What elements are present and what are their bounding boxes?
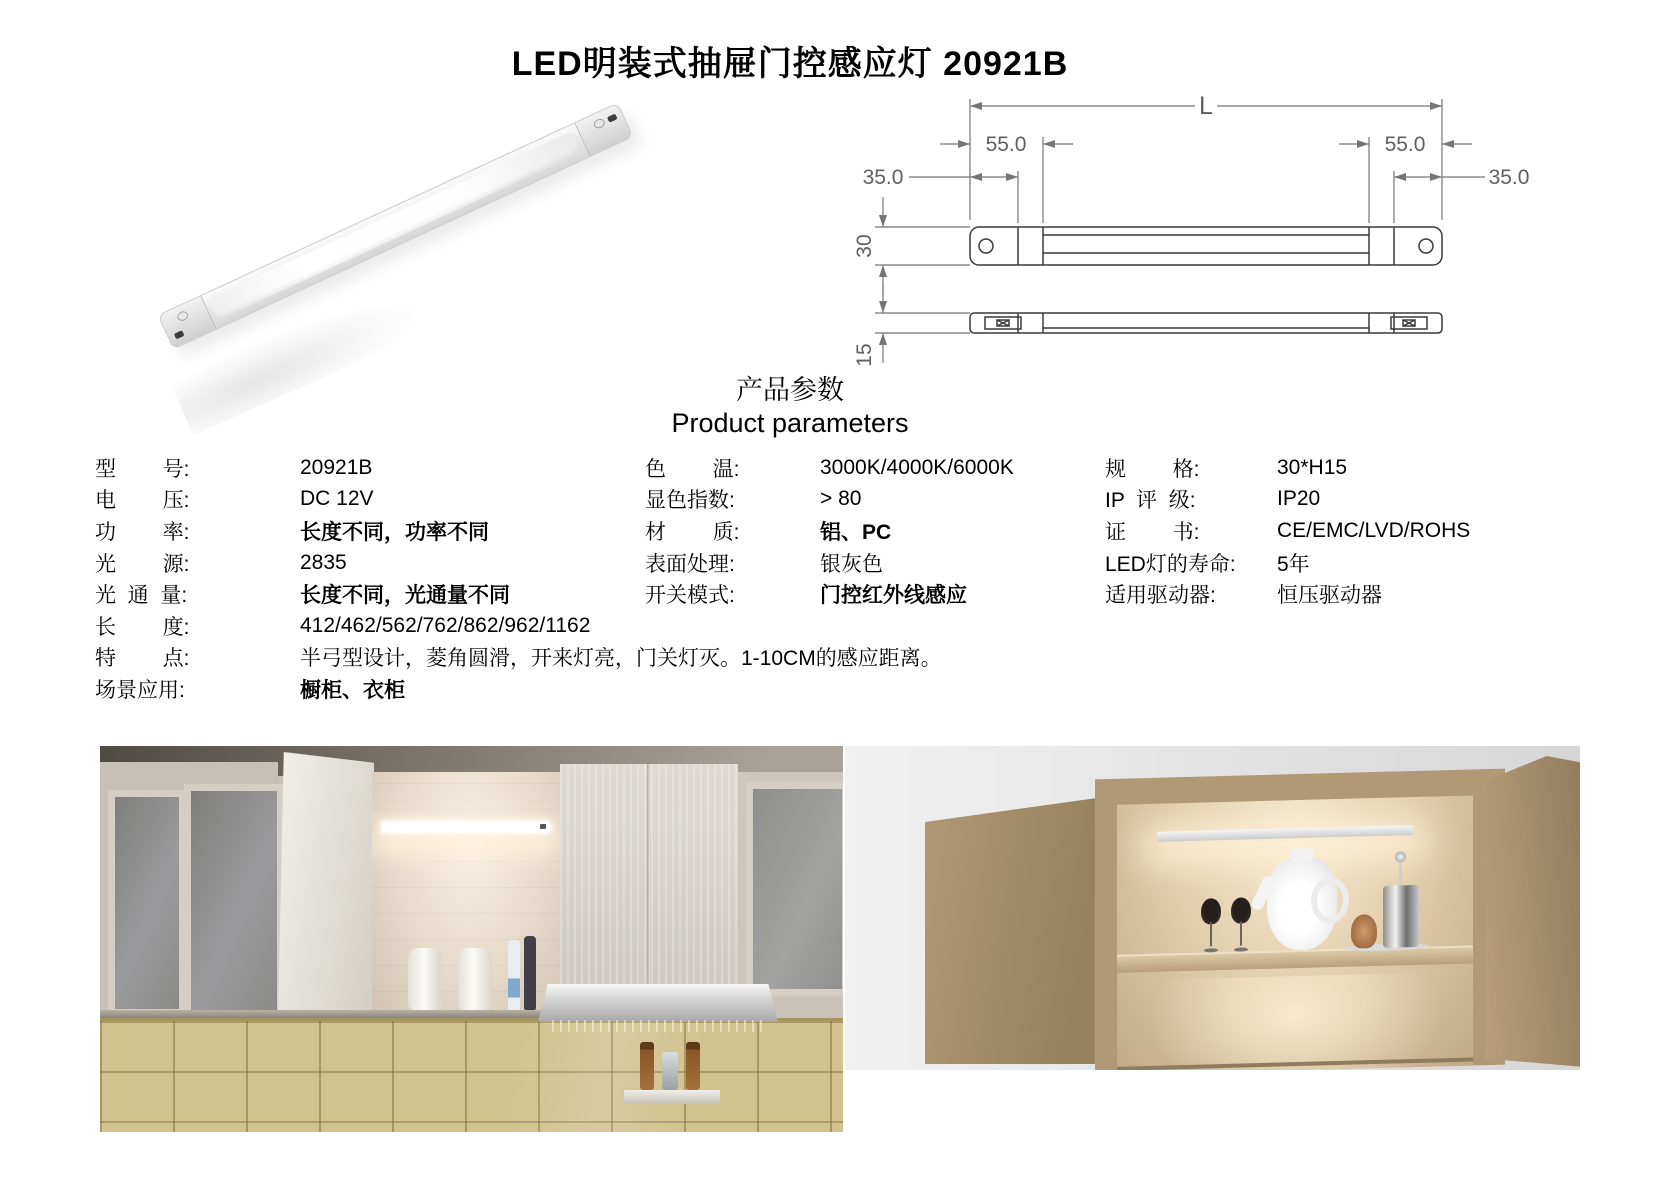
wardrobe-cabinet-box [1095, 769, 1505, 1070]
side-view-outline [970, 313, 1442, 333]
glass-bowl [1231, 897, 1251, 924]
spec-value: 2835 [300, 550, 347, 574]
sensor-window-icon [607, 114, 618, 123]
spec-label: 长 度: [95, 615, 190, 639]
glass-stem [1210, 922, 1212, 946]
spec-label: 特 点: [95, 647, 190, 671]
spec-value: 3000K/4000K/6000K [820, 455, 1014, 479]
light-pool [1147, 972, 1443, 1070]
spec-label: 色 温: [645, 457, 740, 481]
spec-value: 恒压驱动器 [1277, 584, 1382, 608]
spec-row-driver [1105, 578, 1470, 610]
spice-jar [640, 1042, 654, 1090]
spec-row-switch-mode [645, 578, 1014, 610]
spec-label: 电 压: [95, 489, 190, 513]
range-hood-grille [552, 1020, 764, 1032]
spec-label: 型 号: [95, 457, 190, 481]
bottle [508, 940, 520, 1010]
glass-bowl [1201, 898, 1221, 925]
teapot-spout [1250, 874, 1277, 912]
screw-hole-icon [592, 117, 606, 130]
glass-cabinet-left [100, 762, 278, 1014]
copper-pot [1351, 914, 1377, 949]
spec-row-ip-rating [1105, 484, 1470, 516]
sensor-window-icon [174, 330, 185, 339]
open-cabinet-door [278, 752, 374, 1020]
led-bar-installed [1157, 825, 1413, 842]
spec-value: 橱柜、衣柜 [300, 678, 405, 702]
spec-value: 30*H15 [1277, 455, 1348, 479]
spec-value: 长度不同，功率不同 [300, 520, 489, 544]
spec-label: 表面处理: [645, 552, 735, 576]
range-hood [538, 984, 778, 1022]
top-view-outline [970, 227, 1442, 265]
params-heading [0, 374, 1580, 440]
glass-pane [184, 784, 284, 1024]
glass-cabinet-right [738, 772, 843, 998]
spec-label: 光 源: [95, 552, 190, 576]
spice-jar [686, 1042, 700, 1090]
wine-glass [1201, 898, 1221, 953]
params-heading-zh: 产品参数 [736, 375, 844, 405]
dim-label-30: 30 [853, 234, 876, 258]
lit-wardrobe-interior [1117, 795, 1473, 1070]
glass-base [1234, 947, 1248, 951]
spec-row-application [95, 673, 942, 705]
spec-value: IP20 [1277, 487, 1321, 511]
spec-value: 20921B [300, 455, 373, 479]
params-heading-en: Product parameters [671, 408, 909, 438]
teapot-lid [1290, 848, 1314, 863]
spice-shelf [624, 1090, 720, 1104]
led-bar-installed [382, 822, 550, 832]
glass-pane [746, 782, 843, 996]
kitchen-application-photo [100, 746, 843, 1132]
lit-cabinet-interior [372, 772, 560, 1018]
spec-label: IP 评 级: [1105, 489, 1196, 513]
spec-label: 光 通 量: [95, 584, 188, 608]
spice-jar [662, 1052, 678, 1090]
teapot-handle [1311, 877, 1349, 924]
spec-row-surface [645, 547, 1014, 579]
bottle [524, 936, 536, 1010]
spec-label: 证 书: [1105, 520, 1200, 544]
spec-value: 门控红外线感应 [820, 584, 967, 608]
spec-value: 长度不同，光通量不同 [300, 584, 510, 608]
steel-press [1383, 885, 1419, 948]
closed-cabinet-doors [560, 764, 738, 1020]
spec-label: 功 率: [95, 520, 190, 544]
spec-label: 显色指数: [645, 489, 735, 513]
sensor-window-icon [540, 824, 546, 829]
spec-value: 半弓型设计，菱角圆滑，开来灯亮，门关灯灭。1-10CM的感应距离。 [300, 647, 942, 671]
dim-label-15: 15 [853, 343, 876, 367]
dim-label-35-right: 35.0 [1488, 166, 1530, 189]
spec-column-2 [645, 452, 1014, 610]
spec-label: 材 质: [645, 520, 740, 544]
page-title: LED明装式抽屉门控感应灯 20921B [511, 45, 1069, 83]
spec-value: 412/462/562/762/862/962/1162 [300, 613, 591, 637]
open-wardrobe-door-right [1485, 756, 1580, 1068]
door-seam [647, 764, 650, 1020]
tile-backsplash [100, 1018, 843, 1132]
open-wardrobe-door-left [925, 798, 1097, 1064]
glass-base [1204, 948, 1218, 952]
spec-value: > 80 [820, 487, 862, 511]
spec-column-3 [1105, 452, 1470, 610]
glass-stem [1240, 922, 1242, 946]
press-knob [1395, 851, 1406, 862]
dim-label-35-left: 35.0 [862, 166, 904, 189]
glass-pane [108, 790, 186, 1016]
spec-value: DC 12V [300, 487, 374, 511]
spec-value: 铝、PC [820, 520, 892, 544]
dim-label-L: L [1199, 92, 1213, 120]
press-rod [1399, 861, 1402, 885]
spec-row-size [1105, 452, 1470, 484]
spec-label: LED灯的寿命: [1105, 552, 1236, 576]
white-teapot [1267, 857, 1337, 951]
spec-row-length [95, 610, 942, 642]
spec-label: 开关模式: [645, 584, 735, 608]
spec-row-cri [645, 484, 1014, 516]
dim-label-55-right: 55.0 [1384, 133, 1426, 156]
spec-row-features [95, 642, 942, 674]
end-cap-right [574, 104, 632, 156]
spec-value: CE/EMC/LVD/ROHS [1277, 518, 1471, 542]
end-cap-left [159, 296, 217, 348]
dimension-drawing [845, 85, 1545, 370]
spec-label: 适用驱动器: [1105, 584, 1216, 608]
wine-glass [1231, 897, 1251, 952]
wardrobe-application-photo [845, 746, 1580, 1070]
spec-row-lifespan [1105, 547, 1470, 579]
dim-label-55-left: 55.0 [985, 133, 1027, 156]
cup [458, 948, 492, 1010]
screw-hole-icon [176, 310, 190, 323]
product-photo [100, 85, 700, 365]
spec-row-color-temp [645, 452, 1014, 484]
cup [408, 948, 442, 1010]
spec-value: 5年 [1277, 552, 1310, 576]
spec-label: 规 格: [1105, 457, 1200, 481]
spec-label: 场景应用: [95, 678, 185, 702]
spec-value: 银灰色 [820, 552, 883, 576]
spec-row-certificates [1105, 515, 1470, 547]
spec-row-material [645, 515, 1014, 547]
